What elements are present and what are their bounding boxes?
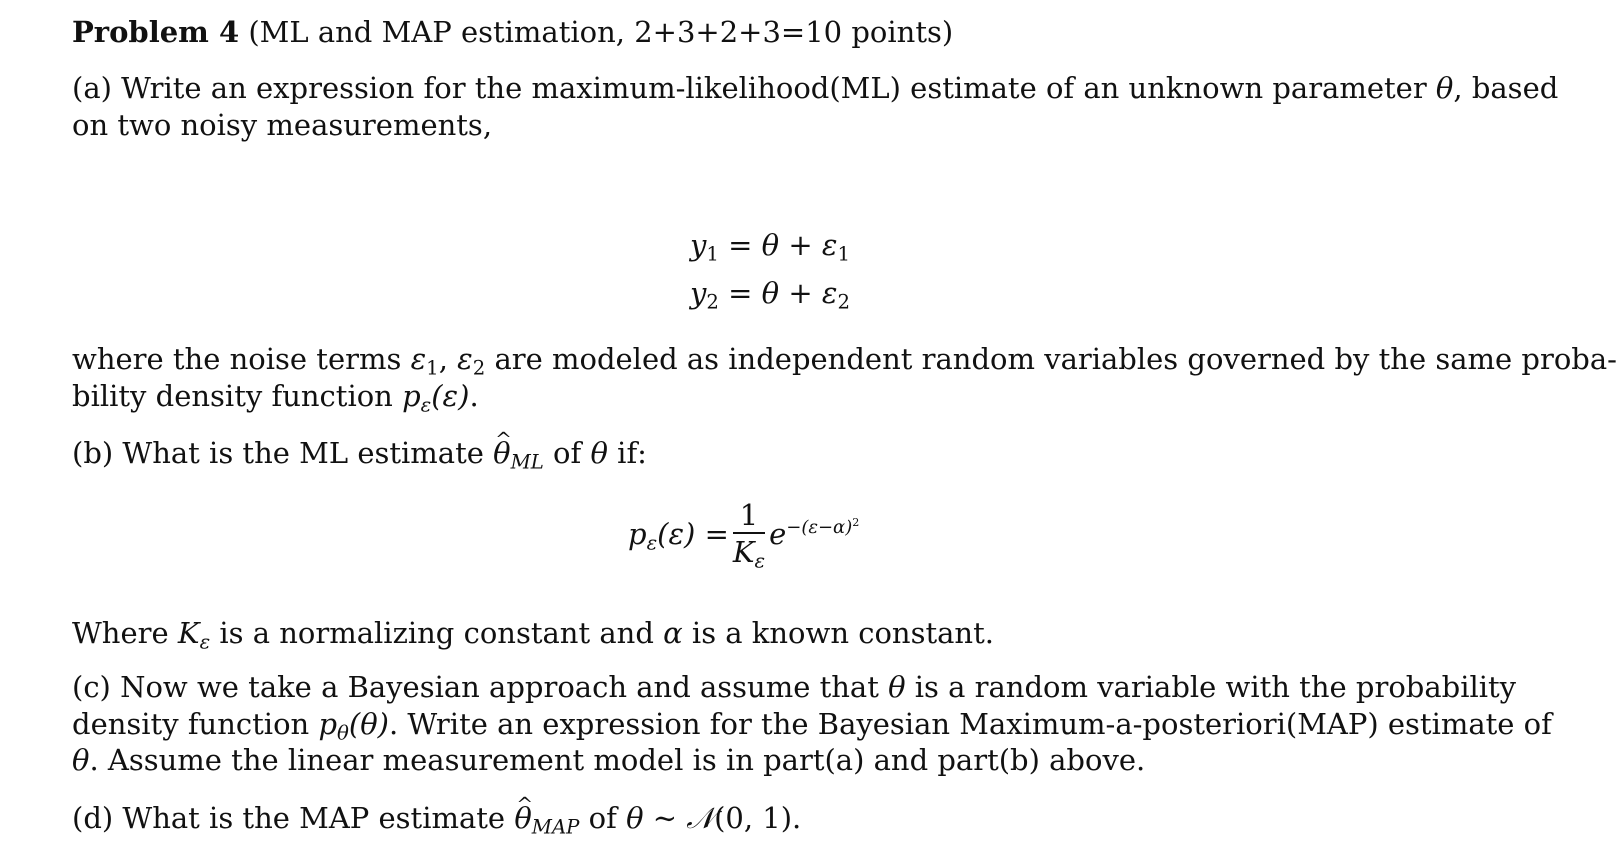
eq1-eps-sub: 1 <box>837 242 850 266</box>
pdf-exponent <box>786 517 859 538</box>
part-d-of: of <box>579 801 627 835</box>
eps2-symbol: ε <box>457 342 473 376</box>
theta-symbol-c: θ <box>888 670 906 704</box>
where-text-a: Where <box>72 616 178 650</box>
part-c-text-d: . Write an expression for the Bayesian Maximum-a-posteriori(MAP) estimate of <box>388 707 1552 741</box>
pdf-p-arg: (ε) <box>431 379 470 413</box>
noise-line-1 <box>72 341 1617 380</box>
part-a-text: (a) Write an expression for the maximum-likelihood(ML) estimate of an unknown parameter <box>72 71 1427 105</box>
prior-p-sub: θ <box>337 721 349 745</box>
k-symbol: K <box>177 616 200 650</box>
pdf-lhs-arg: (ε) = <box>657 517 729 551</box>
noise-line-2 <box>72 378 1456 417</box>
part-c-text-c: density function <box>72 707 319 741</box>
part-b-if: if: <box>607 436 647 470</box>
part-d-question <box>72 800 1456 839</box>
problem-points: (ML and MAP estimation, 2+3+2+3=10 points) <box>239 15 954 49</box>
eps1-sub: 1 <box>426 356 439 380</box>
theta-symbol-c2: θ <box>72 743 90 777</box>
theta-symbol: θ <box>1435 71 1454 105</box>
pdf-denominator <box>732 534 766 573</box>
part-c-line-3 <box>72 742 1456 778</box>
measurement-equation-1 <box>690 228 850 266</box>
part-c-text-b: is a random variable with the probability <box>905 670 1517 704</box>
eq2-rhs: = θ + ε <box>718 276 838 310</box>
pdf-den-k: K <box>732 535 755 569</box>
problem-title <box>72 14 1456 50</box>
eps2-sub: 2 <box>472 356 486 380</box>
part-a-based: , based <box>1453 71 1559 105</box>
normal-distribution: θ ∼ 𝒩 <box>626 801 715 835</box>
pdf-lhs-sub: ε <box>646 531 658 555</box>
part-d-period: . <box>792 801 802 835</box>
pdf-equation <box>628 498 860 573</box>
pdf-exponent-body: −(ε−α) <box>786 516 853 538</box>
part-b-text: (b) What is the ML estimate <box>72 436 494 470</box>
part-a-line-1 <box>72 70 1559 106</box>
pdf-lhs <box>628 517 729 555</box>
noise-text-c: bility density function <box>72 379 403 413</box>
pdf-lhs-p: p <box>628 517 647 551</box>
noise-text-b: are modeled as independent random variables governed by the same proba- <box>485 342 1617 376</box>
part-c-text-e: . Assume the linear measurement model is in part(a) and part(b) above. <box>89 743 1146 777</box>
pdf-numerator: 1 <box>733 498 765 534</box>
noise-comma: , <box>438 342 458 376</box>
part-d-text: (d) What is the MAP estimate <box>72 801 515 835</box>
eq2-y-sub: 2 <box>706 290 719 314</box>
ml-subscript: ML <box>510 450 544 474</box>
normal-args: (0, 1) <box>714 801 793 835</box>
theta-hat-ml: ^ θ <box>493 435 510 471</box>
measurement-equation-2 <box>690 276 850 314</box>
pdf-fraction <box>732 498 766 573</box>
part-a-line-2: on two noisy measurements, <box>72 108 493 142</box>
k-subscript: ε <box>199 630 211 654</box>
where-line <box>72 615 1456 654</box>
noise-period: . <box>469 379 479 413</box>
where-text-b: is a normalizing constant and <box>210 616 664 650</box>
where-text-c: is a known constant. <box>682 616 994 650</box>
eps1-symbol: ε <box>410 342 427 376</box>
part-b-of: of <box>543 436 591 470</box>
eq1-rhs: = θ + ε <box>718 228 838 262</box>
pdf-den-sub: ε <box>754 549 766 573</box>
map-subscript: MAP <box>531 815 580 839</box>
alpha-symbol: α <box>663 616 683 650</box>
pdf-p-symbol: p <box>402 379 421 413</box>
problem-number: Problem 4 <box>72 15 240 49</box>
noise-text-a: where the noise terms <box>72 342 411 376</box>
prior-p-symbol: p <box>318 707 338 741</box>
theta-symbol-b: θ <box>590 436 608 470</box>
part-c-text-a: (c) Now we take a Bayesian approach and assume that <box>72 670 889 704</box>
pdf-e: e <box>769 517 787 551</box>
part-c-line-2 <box>72 706 1552 745</box>
pdf-exponential <box>769 517 859 551</box>
pdf-exponent-power: 2 <box>852 515 860 529</box>
pdf-p-sub: ε <box>420 393 432 417</box>
part-c-line-1 <box>72 669 1517 705</box>
theta-hat-map: ^ θ <box>514 800 531 836</box>
eq1-y-sub: 1 <box>706 242 719 266</box>
part-b-question <box>72 435 1456 474</box>
prior-p-arg: (θ) <box>348 707 389 741</box>
eq2-y: y <box>690 276 707 310</box>
eq1-y: y <box>690 228 707 262</box>
eq2-eps-sub: 2 <box>837 290 850 314</box>
